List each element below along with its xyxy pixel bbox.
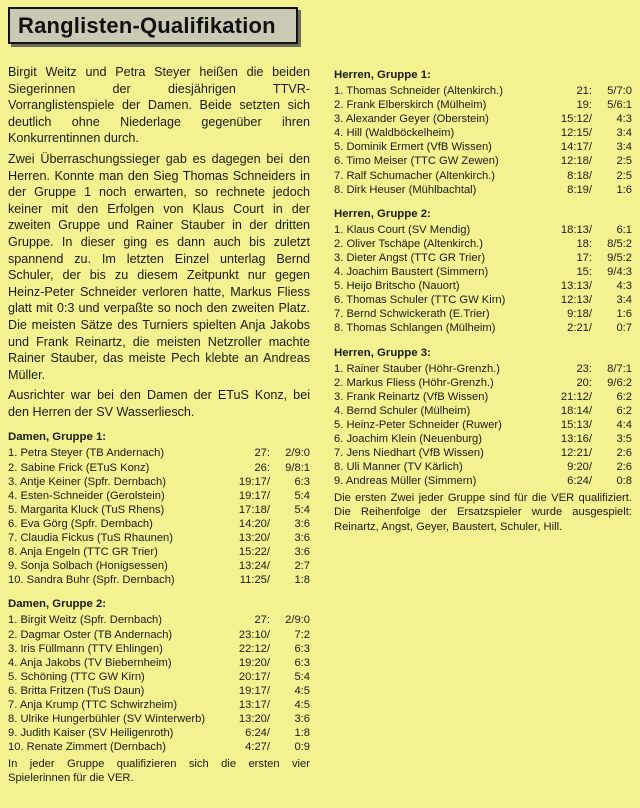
player-name: 4. Bernd Schuler (Mülheim) [334,404,471,417]
score-sets: 3:6 [294,517,310,530]
ranking-row [334,460,632,474]
player-name: 4. Joachim Baustert (Simmern) [334,266,489,279]
score-sets: 6:1 [616,223,632,236]
player-score [558,404,632,418]
ranking-row [334,362,632,376]
player-name: 7. Anja Krump (TTC Schwirzheim) [8,698,178,711]
score-sets: 5/6:1 [607,99,632,112]
score-points: 9:18/ [567,308,592,321]
player-score [558,321,632,335]
player-score [236,712,310,726]
score-sets: 3:4 [616,141,632,154]
score-points: 6:24/ [245,727,270,740]
score-points: 13:17/ [238,698,270,711]
ranking-row [8,726,310,740]
score-points: 23: [576,362,592,375]
player-score [558,376,632,390]
score-points: 27: [254,447,270,460]
score-points: 18:13/ [560,223,592,236]
player-score [558,98,632,112]
player-score [558,293,632,307]
ranking-row [8,475,310,489]
score-sets: 5/7:0 [607,85,632,97]
player-score [236,545,310,559]
herren-gruppe-2-list [334,223,632,336]
player-name: 9. Judith Kaiser (SV Heiligenroth) [8,727,174,740]
player-name: 5. Heinz-Peter Schneider (Ruwer) [334,418,502,431]
ranking-row [334,183,632,197]
player-score [558,112,632,126]
score-points: 2:21/ [567,322,592,335]
score-sets: 2:5 [616,169,632,182]
score-sets: 8/5:2 [607,237,632,250]
score-points: 22:12/ [238,642,270,655]
score-points: 21: [576,85,592,97]
player-name: 7. Bernd Schwickerath (E.Trier) [334,308,490,321]
ranking-row [8,712,310,726]
herren-gruppe-1-list [334,84,632,197]
ranking-row [8,446,310,460]
score-points: 19:17/ [238,475,270,488]
player-score [558,84,632,98]
player-score [558,418,632,432]
player-name: 5. Heijo Britscho (Nauort) [334,280,460,293]
score-sets: 5:4 [294,670,310,683]
player-name: 10. Renate Zimmert (Dernbach) [8,741,166,754]
player-score [236,726,310,740]
player-score [236,642,310,656]
ranking-row [334,293,632,307]
score-sets: 9/5:2 [607,251,632,264]
score-points: 9:20/ [567,461,592,474]
score-points: 12:15/ [560,127,592,140]
player-name: 4. Anja Jakobs (TV Biebernheim) [8,656,172,669]
player-score [236,446,310,460]
score-points: 15:12/ [560,113,592,126]
ranking-row [334,112,632,126]
score-points: 14:17/ [560,141,592,154]
score-sets: 4:5 [294,684,310,697]
player-score [236,628,310,642]
score-points: 20:17/ [238,670,270,683]
player-score [236,670,310,684]
score-sets: 1:6 [616,183,632,196]
score-sets: 3:6 [294,713,310,726]
intro-paragraph-2: Zwei Überraschungssieger gab es dagegen bei den Herren. Konnte man den Sieg Thomas Schneiders in der Gruppe 1 noch erwarten, so rechnete jedoch keiner mit den Erfolgen von Klaus Court in der zweiten Gruppe und Rainer Stauber in der dritten Gruppe. In dieser ging es dann auch bis zuletzt spannend zu. Im letzten Einzel unterlag Bernd Schuler, der bis zu diesem Zeitpunkt nur gegen Heinz-Peter Schneider verloren hatte, Markus Fliess glatt mit 0:3 und verpaßte so noch den zweiten Platz. Die meisten Sätze des Turniers spielten Anja Jakobs und Frank Reinartz, die meisten Netzroller machte Rainer Stauber, das meiste Pech klebte an Andreas Müller. [8,151,310,382]
player-score [558,279,632,293]
ranking-row [8,628,310,642]
score-points: 18: [576,237,592,250]
score-sets: 9/6:2 [607,376,632,389]
score-sets: 4:3 [616,280,632,293]
damen-gruppe-2-list [8,613,310,754]
ranking-row [334,140,632,154]
player-score [558,140,632,154]
right-column [334,68,632,534]
player-name: 2. Oliver Tschäpe (Altenkirch.) [334,237,484,250]
player-name: 4. Esten-Schneider (Gerolstein) [8,489,165,502]
score-points: 15:13/ [560,418,592,431]
score-sets: 6:2 [616,390,632,403]
player-name: 1. Petra Steyer (TB Andernach) [8,447,165,460]
ranking-row [334,432,632,446]
ranking-row [8,461,310,475]
score-sets: 7:2 [294,628,310,641]
ranking-row [334,126,632,140]
left-column [8,64,310,786]
player-score [236,461,310,475]
score-sets: 2/9:0 [285,447,310,460]
ranking-row [334,474,632,488]
player-score [558,237,632,251]
player-name: 9. Sonja Solbach (Honigsessen) [8,560,168,573]
player-score [558,446,632,460]
score-points: 8:18/ [567,169,592,182]
ranking-row [8,559,310,573]
score-sets: 6:3 [294,656,310,669]
score-points: 11:25/ [239,574,270,587]
herren-gruppe-2-title: Herren, Gruppe 2: [334,207,431,220]
player-score [236,517,310,531]
player-name: 1. Rainer Stauber (Höhr-Grenzh.) [334,362,501,375]
score-points: 15:22/ [238,546,270,559]
player-name: 8. Uli Manner (TV Kärlich) [334,461,463,474]
player-name: 6. Timo Meiser (TTC GW Zewen) [334,155,499,168]
score-sets: 5:4 [294,489,310,502]
ranking-row [8,656,310,670]
score-points: 13:24/ [238,560,270,573]
intro-paragraph-1: Birgit Weitz und Petra Steyer heißen die beiden Siegerinnen der diesjährigen TTVR-Vorranglistenspiele der Damen. Beide setzten sich deutlich ohne Niederlage gegenüber ihren Konkurrentinnen durch. [8,65,310,146]
player-score [558,362,632,376]
score-points: 19:20/ [238,656,270,669]
player-name: 8. Dirk Heuser (Mühlbachtal) [334,183,477,196]
score-sets: 1:6 [616,308,632,321]
player-name: 6. Thomas Schuler (TTC GW Kirn) [334,294,506,307]
player-name: 7. Ralf Schumacher (Altenkirch.) [334,169,496,182]
ranking-row [334,251,632,265]
score-points: 13:16/ [560,432,592,445]
score-points: 17:18/ [238,503,270,516]
score-sets: 3:6 [294,532,310,545]
player-score [236,684,310,698]
score-sets: 9/8:1 [285,461,310,474]
player-name: 3. Frank Reinartz (VfB Wissen) [334,390,489,403]
score-points: 8:19/ [567,183,592,196]
score-points: 17: [576,251,592,264]
player-name: 2. Dagmar Oster (TB Andernach) [8,628,173,641]
player-score [558,265,632,279]
score-sets: 2:6 [616,461,632,474]
player-name: 5. Margarita Kluck (TuS Rhens) [8,503,165,516]
score-sets: 8/7:1 [607,362,632,375]
player-score [558,183,632,197]
player-score [236,531,310,545]
ranking-row [334,98,632,112]
score-sets: 0:8 [616,475,632,488]
player-name: 4. Hill (Waldböckelheim) [334,127,455,140]
score-sets: 4:3 [616,113,632,126]
intro-paragraph-3: Ausrichter war bei den Damen der ETuS Konz, bei den Herren der SV Wasserliesch. [8,388,310,419]
ranking-row [334,390,632,404]
player-name: 1. Klaus Court (SV Mendig) [334,223,471,236]
score-points: 26: [254,461,270,474]
player-score [236,559,310,573]
score-sets: 0:9 [294,741,310,754]
player-name: 8. Ulrike Hungerbühler (SV Winterwerb) [8,713,206,726]
ranking-row [8,531,310,545]
score-points: 4:27/ [245,741,270,754]
player-name: 5. Dominik Ermert (VfB Wissen) [334,141,492,154]
ranking-row [8,503,310,517]
score-sets: 1:8 [294,727,310,740]
damen-gruppe-1-title: Damen, Gruppe 1: [8,431,107,444]
score-sets: 4:5 [294,698,310,711]
score-points: 14:20/ [238,517,270,530]
score-points: 12:21/ [560,447,592,460]
score-sets: 3:4 [616,294,632,307]
score-points: 19:17/ [238,489,270,502]
player-name: 7. Jens Niedhart (VfB Wissen) [334,447,484,460]
ranking-row [334,279,632,293]
player-score [558,251,632,265]
player-score [558,460,632,474]
damen-gruppe-2-title: Damen, Gruppe 2: [8,598,107,611]
score-sets: 2:7 [294,560,310,573]
player-name: 6. Britta Fritzen (TuS Daun) [8,684,145,697]
player-name: 10. Sandra Buhr (Spfr. Dernbach) [8,574,175,587]
player-name: 3. Alexander Geyer (Oberstein) [334,113,489,126]
ranking-row [334,265,632,279]
player-name: 8. Anja Engeln (TTC GR Trier) [8,546,158,559]
score-sets: 6:3 [294,642,310,655]
score-sets: 2/9:0 [285,614,310,627]
ranking-row [334,321,632,335]
player-name: 7. Claudia Fickus (TuS Rhaunen) [8,532,173,545]
score-points: 13:20/ [238,713,270,726]
score-points: 19:17/ [238,684,270,697]
player-score [236,698,310,712]
player-name: 1. Thomas Schneider (Altenkirch.) [334,85,503,97]
ranking-row [8,517,310,531]
player-name: 6. Eva Görg (Spfr. Dernbach) [8,517,153,530]
player-name: 3. Dieter Angst (TTC GR Trier) [334,251,486,264]
score-points: 19: [576,99,592,112]
player-name: 3. Antje Keiner (Spfr. Dernbach) [8,475,166,488]
ranking-row [334,418,632,432]
player-name: 1. Birgit Weitz (Spfr. Dernbach) [8,614,162,627]
player-name: 2. Frank Elberskirch (Mülheim) [334,99,487,112]
ranking-row [334,446,632,460]
player-score [236,503,310,517]
ranking-row [334,154,632,168]
score-sets: 2:6 [616,447,632,460]
player-score [558,390,632,404]
ranking-row [334,84,632,98]
ranking-row [334,307,632,321]
player-score [558,126,632,140]
score-sets: 1:8 [294,574,310,587]
damen-gruppe-1-list [8,446,310,587]
player-score [236,573,310,587]
score-points: 23:10/ [238,628,270,641]
player-name: 5. Schöning (TTC GW Kirn) [8,670,145,683]
score-points: 15: [576,266,592,279]
ranking-row [334,404,632,418]
player-score [558,154,632,168]
score-sets: 6:2 [616,404,632,417]
player-score [236,489,310,503]
score-sets: 3:6 [294,546,310,559]
ranking-row [8,573,310,587]
score-sets: 2:5 [616,155,632,168]
score-sets: 9/4:3 [607,266,632,279]
player-score [236,740,310,754]
damen-qualification-note: In jeder Gruppe qualifizieren sich die ersten vier Spielerinnen für die VER. [8,758,310,785]
player-name: 2. Sabine Frick (ETuS Konz) [8,461,150,474]
ranking-row [8,545,310,559]
herren-qualification-note: Die ersten Zwei jeder Gruppe sind für die VER qualifiziert. Die Reihenfolge der Ersatzspieler wurde ausgespielt: Reinartz, Angst, Geyer, Baustert, Schuler, Hill. [334,492,632,533]
ranking-row [8,670,310,684]
player-score [558,307,632,321]
ranking-row [334,376,632,390]
ranking-row [334,169,632,183]
player-name: 3. Iris Füllmann (TTV Ehlingen) [8,642,163,655]
score-points: 21:12/ [560,390,592,403]
score-sets: 0:7 [616,322,632,335]
ranking-row [334,223,632,237]
herren-gruppe-3-list [334,362,632,489]
player-score [236,613,310,627]
score-sets: 5:4 [294,503,310,516]
ranking-row [8,698,310,712]
player-score [236,656,310,670]
player-score [558,169,632,183]
player-score [558,474,632,488]
ranking-row [8,489,310,503]
score-points: 13:13/ [560,280,592,293]
score-points: 6:24/ [567,475,592,488]
headline: Ranglisten-Qualifikation [8,7,298,44]
herren-gruppe-3-title: Herren, Gruppe 3: [334,346,431,359]
player-name: 2. Markus Fliess (Höhr-Grenzh.) [334,376,494,389]
score-sets: 4:4 [616,418,632,431]
ranking-row [8,740,310,754]
score-sets: 3:4 [616,127,632,140]
ranking-row [334,237,632,251]
ranking-row [8,613,310,627]
player-score [558,223,632,237]
score-points: 13:20/ [238,532,270,545]
ranking-row [8,684,310,698]
score-sets: 6:3 [294,475,310,488]
score-points: 12:13/ [560,294,592,307]
score-points: 27: [254,614,270,627]
score-sets: 3:5 [616,432,632,445]
player-name: 6. Joachim Klein (Neuenburg) [334,432,482,445]
player-name: 8. Thomas Schlangen (Mülheim) [334,322,496,335]
score-points: 20: [576,376,592,389]
herren-gruppe-1-title: Herren, Gruppe 1: [334,69,431,81]
player-name: 9. Andreas Müller (Simmern) [334,475,477,488]
ranking-row [8,642,310,656]
score-points: 12:18/ [560,155,592,168]
player-score [558,432,632,446]
score-points: 18:14/ [560,404,592,417]
player-score [236,475,310,489]
